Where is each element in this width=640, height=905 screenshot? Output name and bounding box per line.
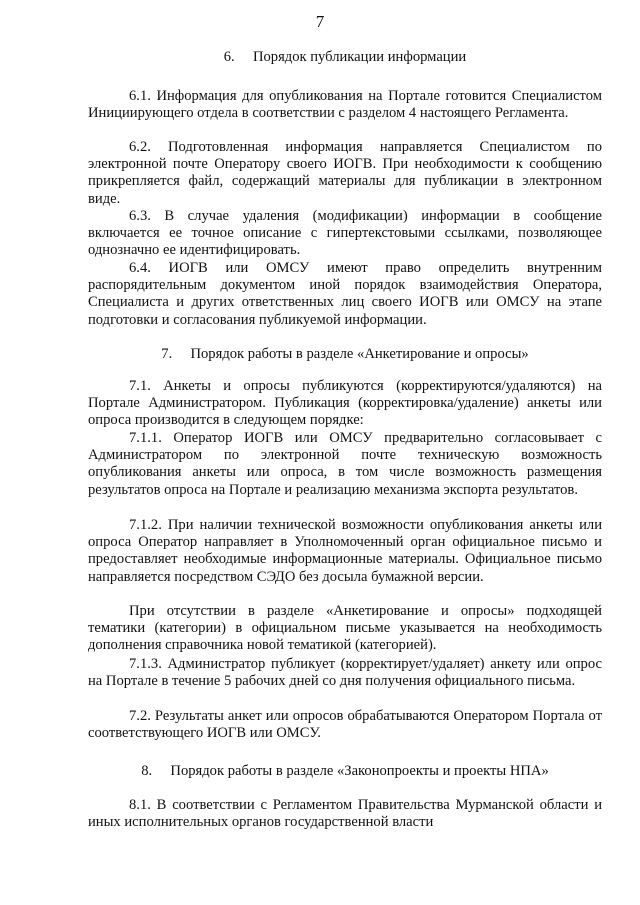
paragraph-7-1-1: 7.1.1. Оператор ИОГВ или ОМСУ предварительно согласовывает с Администратором по электронной почте техническую возможность опубликования анкеты или опроса, в том числе возможность размещения результатов опроса на Портале и реализацию механизма экспорта результатов.	[88, 430, 602, 498]
section-7-heading: 7. Порядок работы в разделе «Анкетирование и опросы»	[161, 346, 529, 362]
section-6-heading: 6. Порядок публикации информации	[223, 49, 467, 65]
paragraph-7-1-2-note: При отсутствии в разделе «Анкетирование и опросы» подходящей тематики (категории) в официальном письме указывается на необходимость дополнения справочника новой тематикой (категорией).	[88, 603, 602, 654]
paragraph-6-1: 6.1. Информация для опубликования на Портале готовится Специалистом Инициирующего отдела в соответствии с разделом 4 настоящего Регламента.	[88, 88, 602, 122]
paragraph-6-2: 6.2. Подготовленная информация направляется Специалистом по электронной почте Оператору своего ИОГВ. При необходимости к сообщению прикрепляется файл, содержащий материалы для публикации в электронном виде.	[88, 139, 602, 207]
page-number: 7	[315, 12, 325, 31]
paragraph-8-1: 8.1. В соответствии с Регламентом Правительства Мурманской области и иных исполнительных органов государственной власти	[88, 797, 602, 831]
paragraph-6-4: 6.4. ИОГВ или ОМСУ имеют право определить внутренним распорядительным документом иной порядок взаимодействия Оператора, Специалиста и других ответственных лиц своего ИОГВ или ОМСУ на этапе подготовки и согласования публикуемой информации.	[88, 260, 602, 328]
section-8-heading: 8. Порядок работы в разделе «Законопроекты и проекты НПА»	[141, 763, 549, 779]
paragraph-7-2: 7.2. Результаты анкет или опросов обрабатываются Оператором Портала от соответствующего ИОГВ или ОМСУ.	[88, 708, 602, 742]
paragraph-6-3: 6.3. В случае удаления (модификации) информации в сообщение включается ее точное описание с гипертекстовыми ссылками, позволяющее однозначно ее идентифицировать.	[88, 208, 602, 259]
paragraph-7-1-2: 7.1.2. При наличии технической возможности опубликования анкеты или опроса Оператор направляет в Уполномоченный орган официальное письмо и предоставляет необходимые информационные материалы. Официальное письмо направляется посредством СЭДО без досыла бумажной версии.	[88, 517, 602, 585]
paragraph-7-1-3: 7.1.3. Администратор публикует (корректирует/удаляет) анкету или опрос на Портале в течение 5 рабочих дней со дня получения официального письма.	[88, 656, 602, 690]
paragraph-7-1: 7.1. Анкеты и опросы публикуются (корректируются/удаляются) на Портале Администратором. Публикация (корректировка/удаление) анкеты или опроса производится в следующем порядке:	[88, 378, 602, 429]
